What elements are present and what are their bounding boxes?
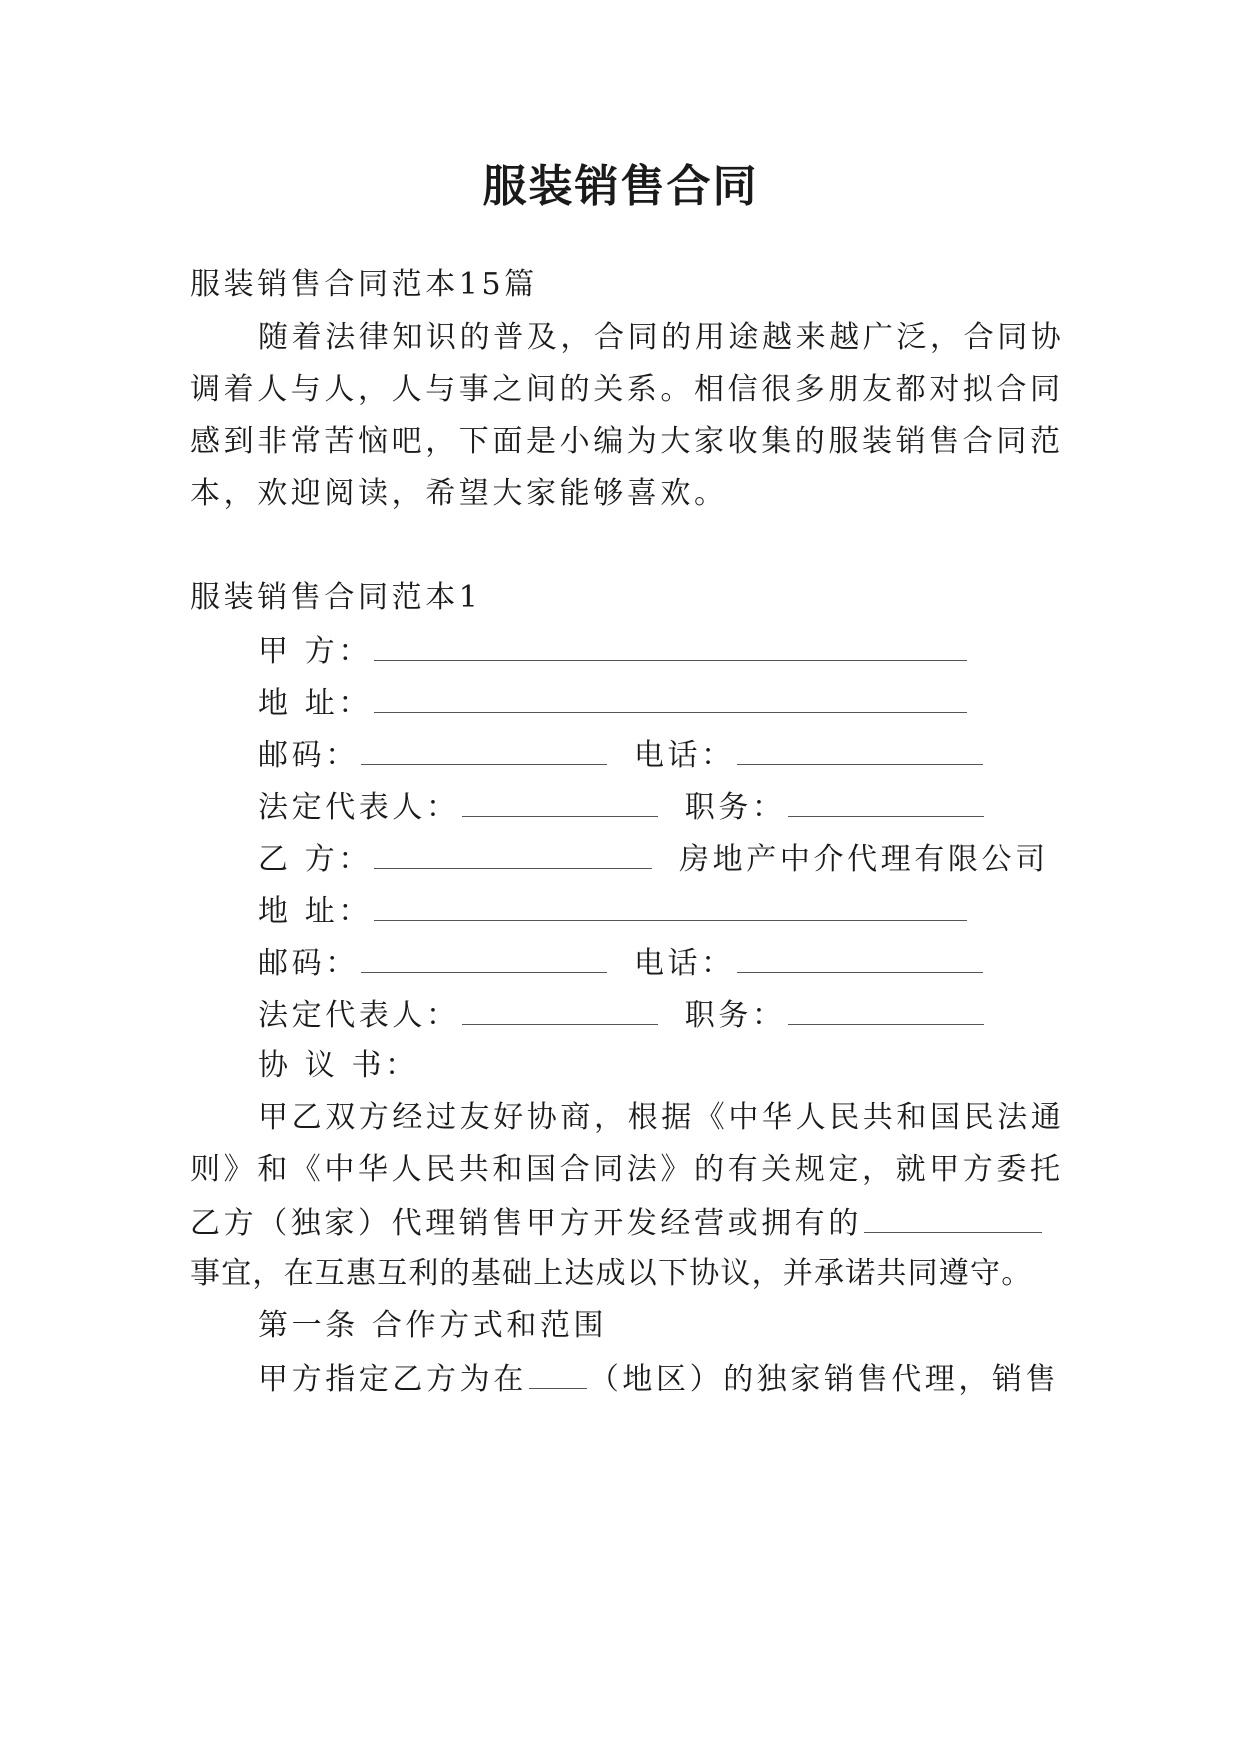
party-b-phone-blank[interactable] <box>737 942 983 973</box>
agreement-line-3-row <box>190 1202 1044 1244</box>
intro-line-3: 感到非常苦恼吧，下面是小编为大家收集的服装销售合同范 <box>190 424 1064 459</box>
party-b-company-suffix: 房地产中介代理有限公司 <box>679 842 1049 877</box>
party-b-phone-label: 电话： <box>633 946 735 981</box>
intro-line-4: 本，欢迎阅读，希望大家能够喜欢。 <box>190 476 728 511</box>
party-a-phone-label: 电话： <box>633 738 735 773</box>
agreement-line-3: 乙方（独家）代理销售甲方开发经营或拥有的 <box>190 1206 862 1241</box>
party-a-position-blank[interactable] <box>788 786 984 817</box>
agreement-line-4: 事宜，在互惠互利的基础上达成以下协议，并承诺共同遵守。 <box>190 1256 1033 1291</box>
region-blank[interactable] <box>529 1358 587 1389</box>
party-a-phone-blank[interactable] <box>737 734 983 765</box>
party-b-address-label: 地 址： <box>258 894 372 929</box>
party-a-position-label: 职务： <box>684 790 786 825</box>
party-a-rep-blank[interactable] <box>462 786 658 817</box>
party-a-rep-row <box>258 786 986 828</box>
party-a-address-row <box>258 682 969 724</box>
agreement-heading: 协 议 书： <box>258 1048 419 1083</box>
party-b-postcode-label: 邮码： <box>258 946 359 981</box>
party-a-postcode-row <box>258 734 985 776</box>
agreement-line-2: 则》和《中华人民共和国合同法》的有关规定，就甲方委托 <box>190 1152 1064 1187</box>
party-b-address-blank[interactable] <box>374 890 967 921</box>
party-a-address-blank[interactable] <box>374 682 967 713</box>
agreement-line-1: 甲乙双方经过友好协商，根据《中华人民共和国民法通 <box>258 1100 1065 1135</box>
property-blank[interactable] <box>864 1202 1042 1233</box>
intro-line-2: 调着人与人，人与事之间的关系。相信很多朋友都对拟合同 <box>190 372 1064 407</box>
section-heading: 服装销售合同范本1 <box>190 580 482 615</box>
party-a-rep-label: 法定代表人： <box>258 790 460 825</box>
party-a-postcode-label: 邮码： <box>258 738 359 773</box>
intro-line-1: 随着法律知识的普及，合同的用途越来越广泛，合同协 <box>258 320 1065 355</box>
article-1-heading: 第一条 合作方式和范围 <box>258 1308 608 1343</box>
party-b-rep-row <box>258 994 986 1036</box>
party-b-position-label: 职务： <box>684 998 786 1033</box>
party-b-rep-blank[interactable] <box>462 994 658 1025</box>
article-1-line-end: （地区）的独家销售代理，销售 <box>588 1362 1060 1397</box>
article-1-line-start: 甲方指定乙方为在 <box>258 1362 527 1397</box>
party-b-position-blank[interactable] <box>788 994 984 1025</box>
subtitle: 服装销售合同范本15篇 <box>190 267 538 302</box>
party-a-postcode-blank[interactable] <box>361 734 607 765</box>
party-b-postcode-row <box>258 942 985 984</box>
party-a-address-label: 地 址： <box>258 686 372 721</box>
party-b-row <box>258 838 1049 880</box>
party-a-label: 甲 方： <box>258 634 372 669</box>
party-a-blank[interactable] <box>374 630 967 661</box>
party-b-label: 乙 方： <box>258 842 372 877</box>
party-b-blank[interactable] <box>374 838 652 869</box>
party-a-row <box>258 630 969 672</box>
document-title: 服装销售合同 <box>482 161 759 212</box>
party-b-rep-label: 法定代表人： <box>258 998 460 1033</box>
party-b-postcode-blank[interactable] <box>361 942 607 973</box>
article-1-line-row <box>258 1358 1059 1400</box>
party-b-address-row <box>258 890 969 932</box>
